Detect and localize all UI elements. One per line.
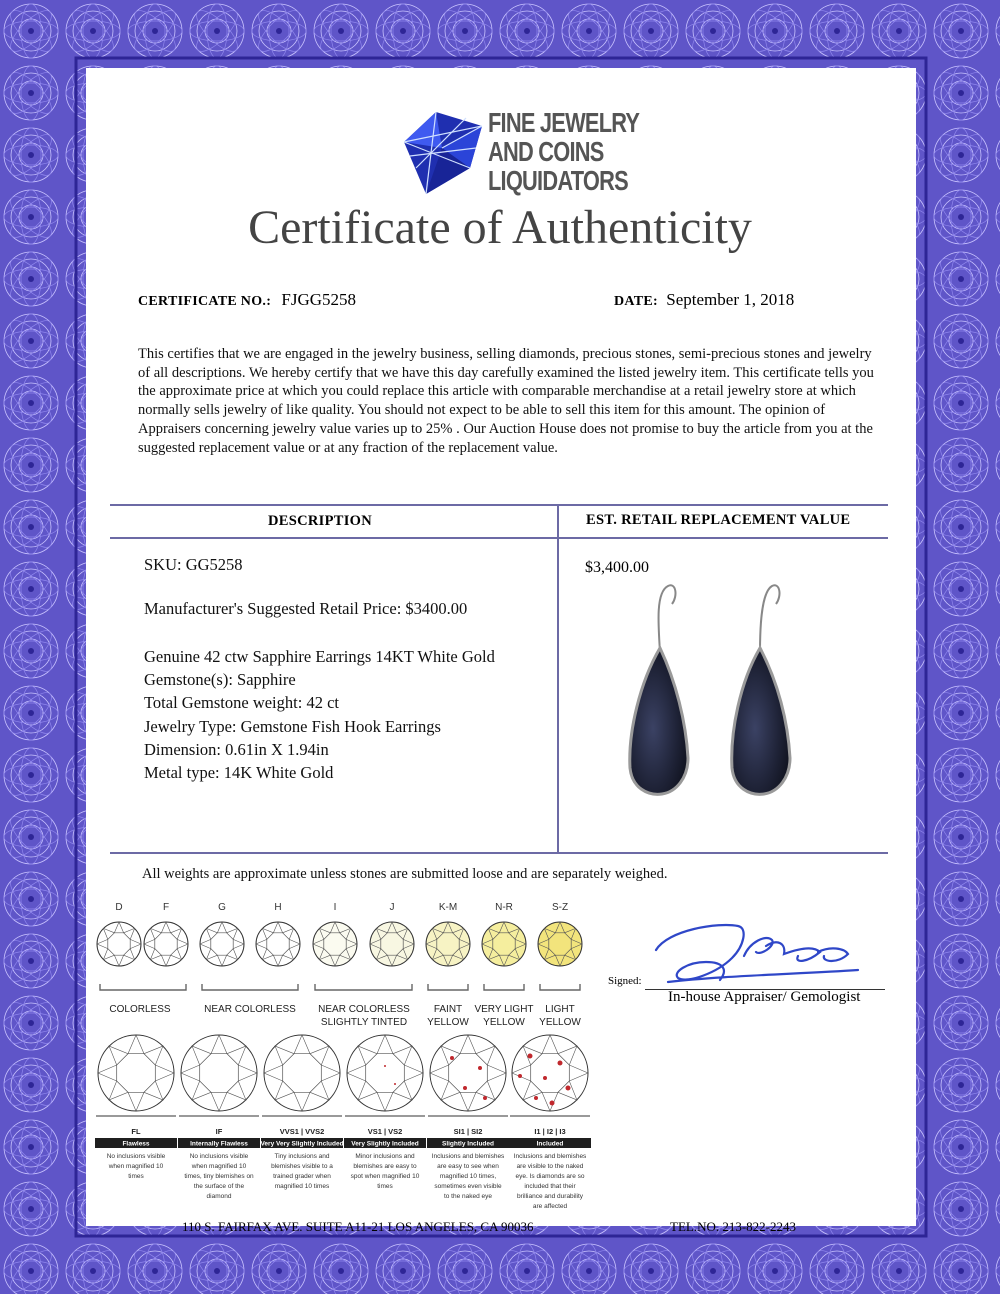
clarity-grade-code: VS1 | VS2 <box>367 1127 403 1136</box>
certificate-date-label: DATE: <box>614 294 659 309</box>
color-group-bracket <box>315 984 412 990</box>
certificate-number <box>138 290 356 310</box>
inclusion-mark <box>566 1086 571 1091</box>
clarity-description-line: trained grader when <box>273 1173 331 1180</box>
clarity-diamond-icon <box>98 1035 174 1111</box>
clarity-description-line: Inclusions and blemishes <box>513 1153 587 1160</box>
inclusion-mark <box>384 1065 386 1067</box>
detail-line: Dimension: 0.61in X 1.94in <box>144 739 329 759</box>
logo-text <box>488 108 639 195</box>
clarity-diamond-icon <box>512 1035 588 1111</box>
color-grade-diamond-icon <box>538 922 582 966</box>
table-top-rule <box>110 504 888 506</box>
clarity-diamond-icon <box>347 1035 423 1111</box>
detail-line: Total Gemstone weight: 42 ct <box>144 693 339 713</box>
clarity-description-line: are easy to see when <box>437 1163 499 1170</box>
clarity-description-line: times <box>377 1183 393 1190</box>
color-group-bracket <box>100 984 186 990</box>
clarity-grade-name: Internally Flawless <box>190 1140 248 1148</box>
color-grade-letter: J <box>389 902 395 913</box>
diamond-logo-icon <box>396 108 488 200</box>
clarity-grade-name: Flawless <box>122 1140 150 1148</box>
inclusion-mark <box>534 1096 538 1100</box>
color-group-label: NEAR COLORLESS <box>204 1004 296 1015</box>
clarity-diamond-icon <box>181 1035 257 1111</box>
inclusion-mark <box>483 1096 487 1100</box>
certificate-date <box>614 290 794 310</box>
inclusion-mark <box>543 1076 547 1080</box>
clarity-description-line: No inclusions visible <box>189 1153 249 1160</box>
color-group-label: YELLOW <box>539 1017 581 1028</box>
clarity-grade-code: FL <box>131 1127 141 1136</box>
inclusion-mark <box>478 1066 482 1070</box>
color-group-label: YELLOW <box>427 1017 469 1028</box>
clarity-description-line: to the naked eye <box>443 1193 493 1200</box>
logo-line: LIQUIDATORS <box>488 165 628 196</box>
table-column-divider <box>557 504 559 852</box>
color-group-label: LIGHT <box>545 1004 575 1015</box>
color-grade-diamond-icon <box>426 922 470 966</box>
clarity-grade-code: VVS1 | VVS2 <box>279 1127 325 1136</box>
color-grade-diamond-icon <box>370 922 414 966</box>
value-header: EST. RETAIL REPLACEMENT VALUE <box>586 512 851 528</box>
color-grade-letter: F <box>162 902 170 913</box>
weights-note: All weights are approximate unless stones are submitted loose and are separately weighed. <box>142 866 668 882</box>
detail-line: Jewelry Type: Gemstone Fish Hook Earrings <box>144 716 441 736</box>
clarity-grade-name: Slightly Included <box>441 1140 495 1148</box>
clarity-diamond-icon <box>264 1035 340 1111</box>
logo-line: AND COINS <box>488 136 604 167</box>
color-grade-letter: H <box>274 902 282 913</box>
clarity-description-line: are affected <box>532 1203 568 1210</box>
clarity-grade-name: Included <box>536 1140 564 1148</box>
certificate-number-value: FJGG5258 <box>281 290 357 309</box>
color-group-bracket <box>428 984 468 990</box>
inclusion-mark <box>394 1083 396 1085</box>
clarity-description-line: Minor inclusions and <box>355 1153 415 1160</box>
inclusion-mark <box>558 1061 563 1066</box>
detail-line: Genuine 42 ctw Sapphire Earrings 14KT White Gold <box>144 647 495 666</box>
table-header-rule <box>110 537 888 539</box>
diamond-grading-chart <box>90 898 595 1210</box>
color-grade-diamond-icon <box>482 922 526 966</box>
replacement-value: $3,400.00 <box>585 559 649 576</box>
clarity-description-line: Tiny inclusions and <box>274 1153 330 1160</box>
clarity-description-line: times, tiny blemishes on <box>184 1173 254 1180</box>
color-group-label: NEAR COLORLESS <box>318 1004 410 1015</box>
table-bottom-rule <box>110 852 888 854</box>
item-details <box>144 645 495 784</box>
clarity-description-line: when magnified 10 <box>191 1163 247 1170</box>
color-grade-diamond-icon <box>144 922 188 966</box>
color-group-label: SLIGHTLY TINTED <box>320 1017 408 1028</box>
inclusion-mark <box>528 1054 533 1059</box>
clarity-grade-name: Very Very Slightly Included <box>260 1140 344 1148</box>
clarity-description-line: blemishes visible to a <box>271 1163 333 1170</box>
logo-line: FINE JEWELRY <box>488 107 640 138</box>
clarity-description-line: times <box>128 1173 144 1180</box>
clarity-grade-code: IF <box>215 1127 223 1136</box>
clarity-description-line: are visible to the naked <box>516 1163 584 1170</box>
color-group-bracket <box>202 984 298 990</box>
footer-address: 110 S. FAIRFAX AVE. SUITE A11-21 LOS ANGELES, CA 90036 <box>182 1219 534 1234</box>
clarity-description-line: brilliance and durability <box>516 1193 584 1200</box>
color-grade-diamond-icon <box>200 922 244 966</box>
clarity-description-line: the surface of the <box>193 1183 245 1190</box>
color-grade-letter: I <box>333 902 337 913</box>
msrp: Manufacturer's Suggested Retail Price: $3400.00 <box>144 599 468 618</box>
description-header: DESCRIPTION <box>268 513 373 529</box>
color-group-label: YELLOW <box>483 1017 525 1028</box>
color-grade-diamond-icon <box>256 922 300 966</box>
page-title: Certificate of Authenticity <box>248 201 752 254</box>
clarity-description-line: diamond <box>206 1193 232 1200</box>
clarity-description-line: No inclusions visible <box>106 1153 166 1160</box>
color-group-label: FAINT <box>433 1004 463 1015</box>
detail-line: Gemstone(s): Sapphire <box>144 670 296 690</box>
sku: SKU: GG5258 <box>144 555 243 574</box>
clarity-description-line: blemishes are easy to <box>353 1163 417 1170</box>
color-group-label: VERY LIGHT <box>474 1004 534 1015</box>
appraiser-title: In-house Appraiser/ Gemologist <box>668 989 861 1005</box>
inclusion-mark <box>518 1074 522 1078</box>
clarity-grade-code: I1 | I2 | I3 <box>534 1127 566 1136</box>
footer-phone: TEL.NO. 213-822-2243 <box>670 1219 797 1234</box>
detail-line: Metal type: 14K White Gold <box>144 763 334 783</box>
clarity-description-line: sometimes even visible <box>434 1183 502 1190</box>
color-grade-letter: K-M <box>438 902 458 913</box>
certificate-date-value: September 1, 2018 <box>666 290 795 309</box>
clarity-description-line: magnified 10 times, <box>439 1173 497 1180</box>
clarity-description-line: eye. Is diamonds are so <box>515 1173 585 1180</box>
clarity-description-line: when magnified 10 <box>108 1163 164 1170</box>
clarity-grade-name: Very Slightly Included <box>351 1140 419 1148</box>
inclusion-mark <box>450 1056 454 1060</box>
color-group-bracket <box>540 984 580 990</box>
signature-image <box>648 912 868 992</box>
certificate-number-label: CERTIFICATE NO.: <box>138 294 272 309</box>
clarity-grade-code: SI1 | SI2 <box>453 1127 483 1136</box>
color-grade-letter: G <box>218 902 226 913</box>
clarity-description-line: Inclusions and blemishes <box>431 1153 505 1160</box>
color-group-bracket <box>484 984 524 990</box>
inclusion-mark <box>463 1086 467 1090</box>
clarity-description-line: magnified 10 times <box>274 1183 330 1190</box>
signed-label: Signed: <box>608 975 642 987</box>
clarity-description-line: spot when magnified 10 <box>350 1173 420 1180</box>
intro-paragraph: This certifies that we are engaged in the jewelry business, selling diamonds, precious stones, semi-precious stones and jewelry of all descriptions. We hereby certify that we have this day carefully examined the listed jewelry item. This certificate tells you the approximate price at which you could replace this article with comparable merchandise at a retail jewelry store at which normally sells jewelry of like quality. You should not expect to be able to sell this item for this amount. The opinion of Appraisers concerning jewelry value varies up to 25% . Our Auction House does not promise to buy the article from you at the suggested replacement value or at any fraction of the replacement value. <box>138 346 874 456</box>
color-grade-letter: S-Z <box>551 902 569 913</box>
color-group-label: COLORLESS <box>109 1004 171 1015</box>
product-image <box>610 582 800 804</box>
inclusion-mark <box>550 1101 555 1106</box>
color-grade-diamond-icon <box>313 922 357 966</box>
color-grade-letter: D <box>115 902 123 913</box>
clarity-diamond-icon <box>430 1035 506 1111</box>
clarity-description-line: included that their <box>524 1183 576 1190</box>
color-grade-letter: N-R <box>495 902 513 913</box>
color-grade-diamond-icon <box>97 922 141 966</box>
